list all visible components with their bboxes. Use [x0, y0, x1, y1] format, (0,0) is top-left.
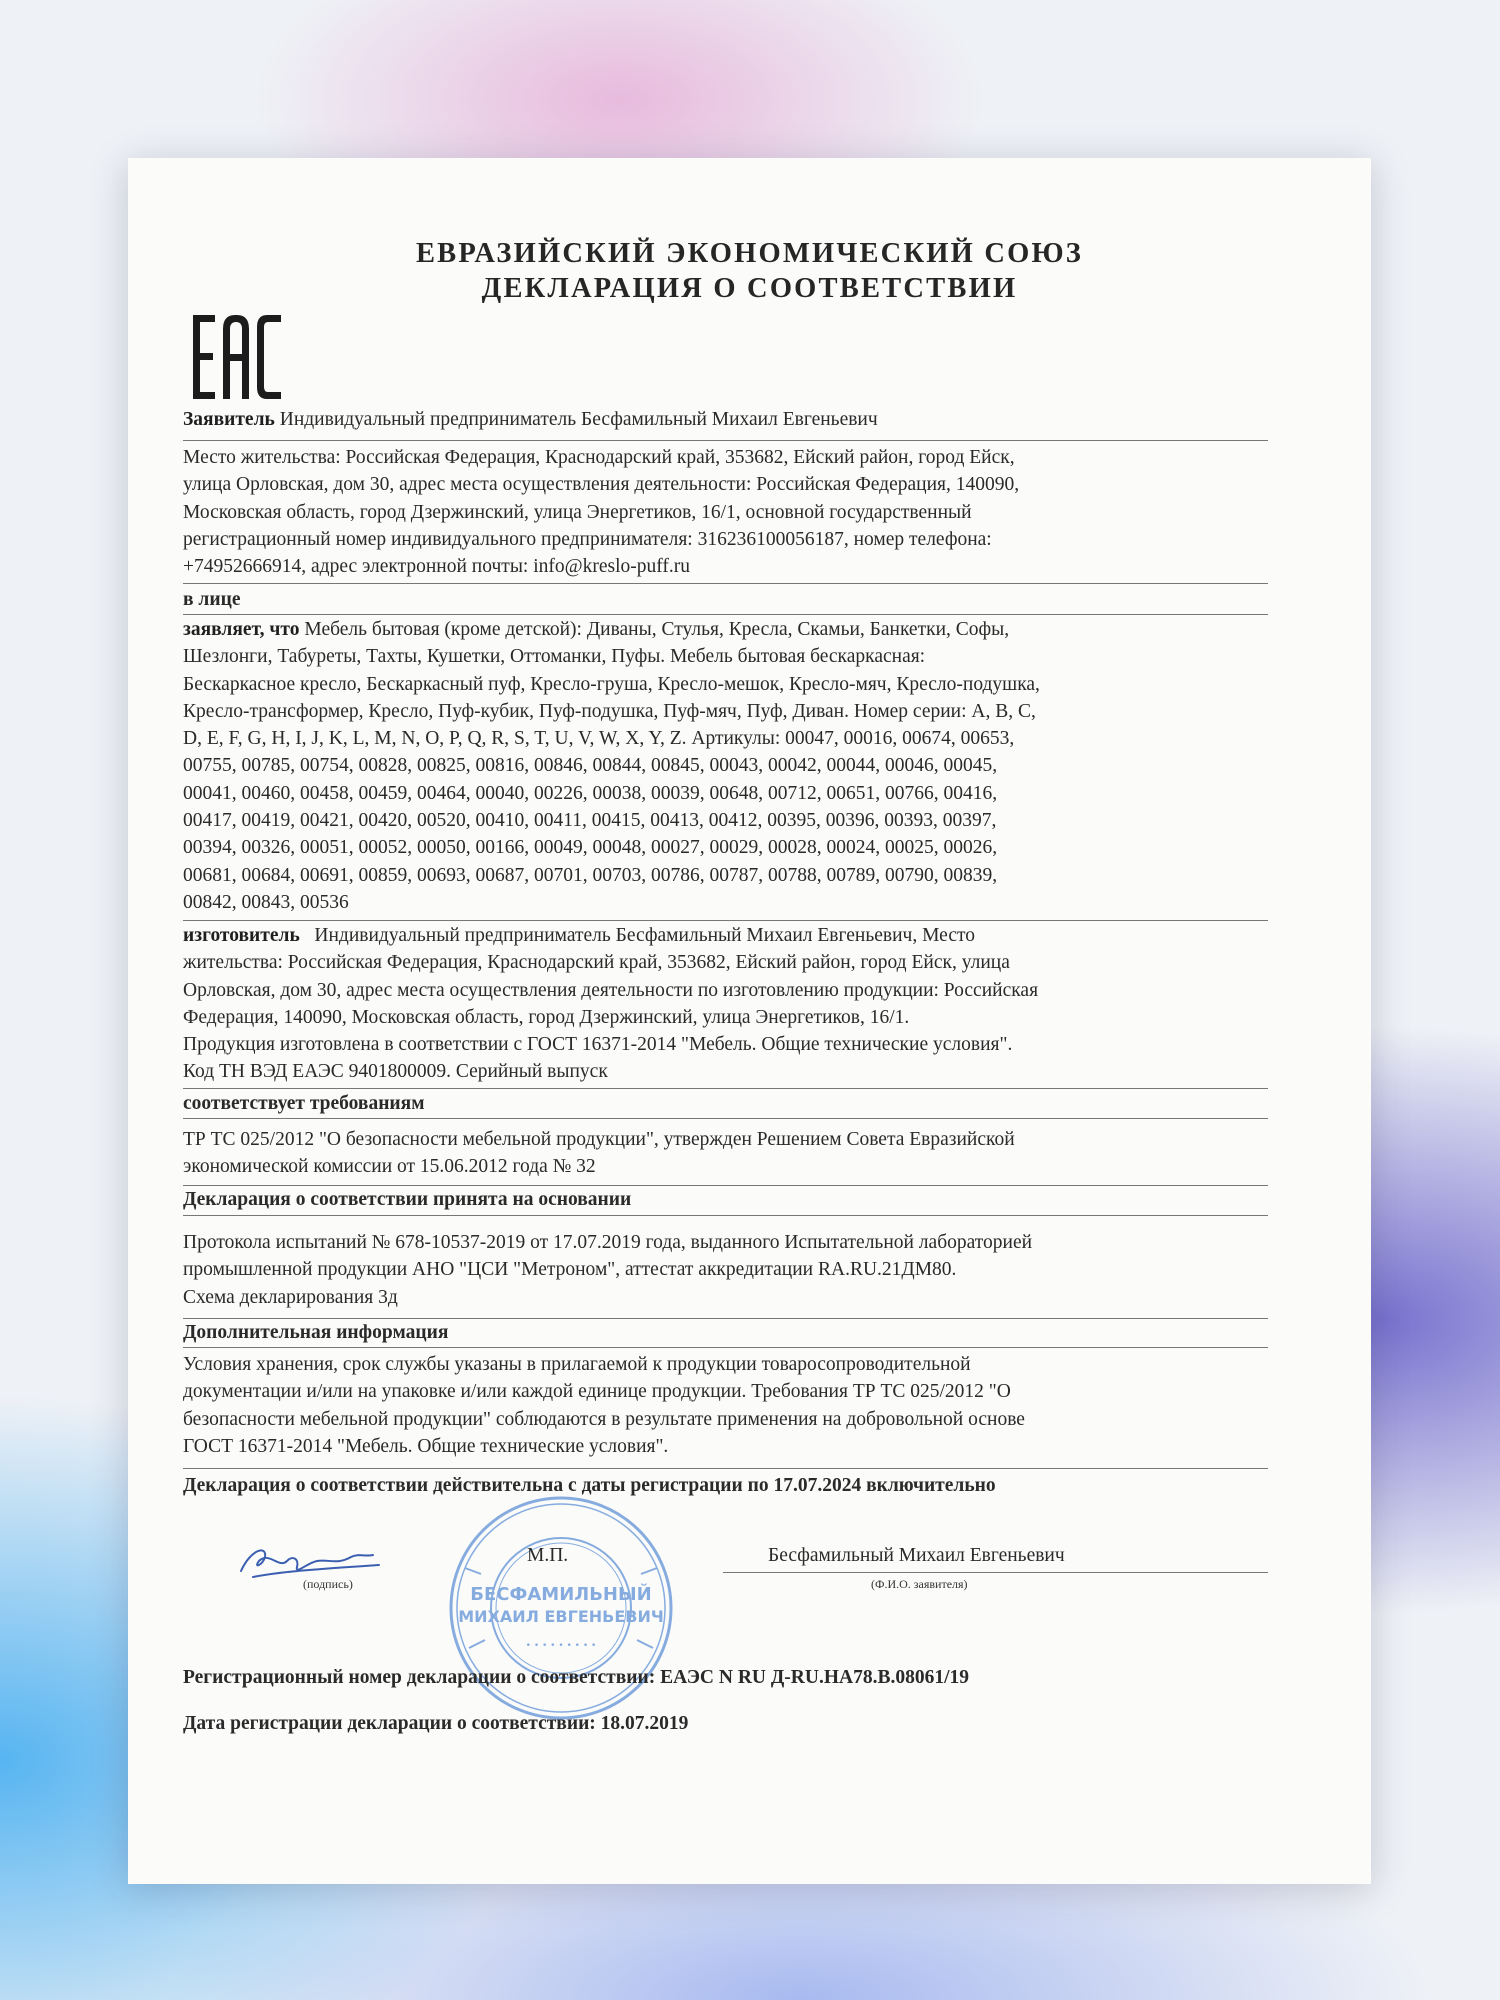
declares-line: Бескаркасное кресло, Бескаркасный пуф, Кресло-груша, Кресло-мешок, Кресло-мяч, Кресло-подушка, — [183, 673, 1040, 695]
declares-label: заявляет, что — [183, 619, 300, 640]
conforms-line: экономической комиссии от 15.06.2012 года № 32 — [183, 1156, 596, 1178]
declares-text: Мебель бытовая (кроме детской): Диваны, Стулья, Кресла, Скамьи, Банкетки, Софы, — [304, 619, 1010, 640]
divider — [183, 1318, 1268, 1319]
basis-line: промышленной продукции АНО "ЦСИ "Метроном", аттестат аккредитации RA.RU.21ДМ80. — [183, 1259, 957, 1281]
manufacturer-line: Код ТН ВЭД ЕАЭС 9401800009. Серийный выпуск — [183, 1061, 608, 1083]
in-person-label: в лице — [183, 589, 241, 610]
divider — [183, 614, 1268, 615]
declaration-document — [128, 158, 1371, 1884]
manufacturer-block — [183, 922, 1268, 1086]
basis-line: Протокола испытаний № 678-10537-2019 от 17.07.2019 года, выданного Испытательной лабораторией — [183, 1232, 1033, 1253]
additional-line: Условия хранения, срок службы указаны в прилагаемой к продукции товаросопроводительной — [183, 1354, 971, 1375]
registration-date: Дата регистрации декларации о соответствии: 18.07.2019 — [183, 1713, 689, 1734]
eac-logo — [193, 315, 283, 399]
applicant-label: Заявитель — [183, 409, 275, 430]
registration-number: Регистрационный номер декларации о соответствии: ЕАЭС N RU Д-RU.НА78.В.08061/19 — [183, 1667, 969, 1688]
manufacturer-line — [183, 922, 1268, 949]
conforms-label: соответствует требованиям — [183, 1093, 425, 1114]
conforms-line: ТР ТС 025/2012 "О безопасности мебельной продукции", утвержден Решением Совета Евразийской — [183, 1129, 1015, 1150]
basis-block — [183, 1229, 1268, 1311]
manufacturer-line: Орловская, дом 30, адрес места осуществления деятельности по изготовлению продукции: Российская — [183, 979, 1039, 1001]
divider — [183, 920, 1268, 921]
divider — [183, 1468, 1268, 1469]
seal-mark-label: М.П. — [527, 1545, 569, 1566]
divider — [183, 1347, 1268, 1348]
name-caption: (Ф.И.О. заявителя) — [871, 1577, 968, 1591]
address-line: улица Орловская, дом 30, адрес места осуществления деятельности: Российская Федерация, 140090, — [183, 474, 1020, 496]
seal-stamp — [441, 1488, 681, 1728]
additional-label: Дополнительная информация — [183, 1322, 449, 1343]
declares-line: D, E, F, G, H, I, J, K, L, M, N, O, P, Q, R, S, T, U, V, W, X, Y, Z. Артикулы: 00047, 00016, 00674, 00653, — [183, 728, 1015, 750]
divider — [183, 440, 1268, 441]
declares-line: Шезлонги, Табуреты, Тахты, Кушетки, Оттоманки, Пуфы. Мебель бытовая бескаркасная: — [183, 646, 926, 668]
basis-line: Схема декларирования 3д — [183, 1286, 398, 1308]
applicant-name: Бесфамильный Михаил Евгеньевич — [768, 1545, 1065, 1566]
additional-line: ГОСТ 16371-2014 "Мебель. Общие технические условия". — [183, 1435, 669, 1457]
address-line: Место жительства: Российская Федерация, Краснодарский край, 353682, Ейский район, город Ейск, — [183, 447, 1015, 468]
document-title: ДЕКЛАРАЦИЯ О СООТВЕТСТВИИ — [481, 273, 1018, 304]
signature-area — [183, 1541, 1268, 1781]
address-line: +74952666914, адрес электронной почты: info@kreslo-puff.ru — [183, 556, 690, 578]
validity-statement: Декларация о соответствии действительна с даты регистрации по 17.07.2024 включительно — [183, 1475, 996, 1496]
manufacturer-line: жительства: Российская Федерация, Краснодарский край, 353682, Ейский район, город Ейск, улица — [183, 952, 1010, 974]
declares-line: Кресло-трансформер, Кресло, Пуф-кубик, Пуф-подушка, Пуф-мяч, Пуф, Диван. Номер серии: A, B, C, — [183, 700, 1036, 722]
conforms-block — [183, 1126, 1268, 1181]
union-title: ЕВРАЗИЙСКИЙ ЭКОНОМИЧЕСКИЙ СОЮЗ — [415, 238, 1084, 269]
declares-line: 00755, 00785, 00754, 00828, 00825, 00816, 00846, 00844, 00845, 00043, 00042, 00044, 00046, 00045, — [183, 755, 998, 777]
svg-text:• • • • • • • • •: • • • • • • • • • — [525, 1641, 597, 1651]
additional-line: документации и/или на упаковке и/или каждой единице продукции. Требования ТР ТС 025/2012 "О — [183, 1381, 1011, 1403]
divider — [183, 1088, 1268, 1089]
divider — [183, 583, 1268, 584]
declares-line: 00681, 00684, 00691, 00859, 00693, 00687, 00701, 00703, 00786, 00787, 00788, 00789, 00790, 00839, — [183, 864, 998, 886]
manufacturer-line: Продукция изготовлена в соответствии с ГОСТ 16371-2014 "Мебель. Общие технические условия". — [183, 1034, 1013, 1056]
declares-line: 00041, 00460, 00458, 00459, 00464, 00040, 00226, 00038, 00039, 00648, 00712, 00651, 00766, 00416, — [183, 782, 998, 804]
basis-label: Декларация о соответствии принята на основании — [183, 1189, 632, 1210]
declares-line — [183, 616, 1268, 643]
signature-line — [723, 1572, 1268, 1573]
applicant-address — [183, 444, 1268, 580]
declares-line: 00394, 00326, 00051, 00052, 00050, 00166, 00049, 00048, 00027, 00029, 00028, 00024, 00025, 00026, — [183, 837, 998, 859]
additional-line: безопасности мебельной продукции" соблюдаются в результате применения на добровольной основе — [183, 1408, 1025, 1430]
applicant-value: Индивидуальный предприниматель Бесфамильный Михаил Евгеньевич — [279, 409, 878, 430]
svg-text:БЕСФАМИЛЬНЫЙ: БЕСФАМИЛЬНЫЙ — [470, 1584, 652, 1605]
manufacturer-line: Федерация, 140090, Московская область, город Дзержинский, улица Энергетиков, 16/1. — [183, 1006, 910, 1028]
divider — [183, 1118, 1268, 1119]
applicant-row — [183, 406, 1268, 433]
address-line: Московская область, город Дзержинский, улица Энергетиков, 16/1, основной государственный — [183, 501, 972, 523]
divider — [183, 1185, 1268, 1186]
additional-block — [183, 1351, 1268, 1460]
svg-text:МИХАИЛ ЕВГЕНЬЕВИЧ: МИХАИЛ ЕВГЕНЬЕВИЧ — [458, 1607, 664, 1626]
declares-line: 00417, 00419, 00421, 00420, 00520, 00410, 00411, 00415, 00413, 00412, 00395, 00396, 00393, 00397, — [183, 810, 997, 832]
declares-line: 00842, 00843, 00536 — [183, 891, 349, 913]
declares-block — [183, 616, 1268, 916]
signature-caption: (подпись) — [303, 1577, 353, 1591]
manufacturer-text: Индивидуальный предприниматель Бесфамильный Михаил Евгеньевич, Место — [314, 925, 975, 946]
manufacturer-label: изготовитель — [183, 925, 300, 946]
address-line: регистрационный номер индивидуального предпринимателя: 316236100056187, номер телефона: — [183, 528, 992, 550]
divider — [183, 1215, 1268, 1216]
